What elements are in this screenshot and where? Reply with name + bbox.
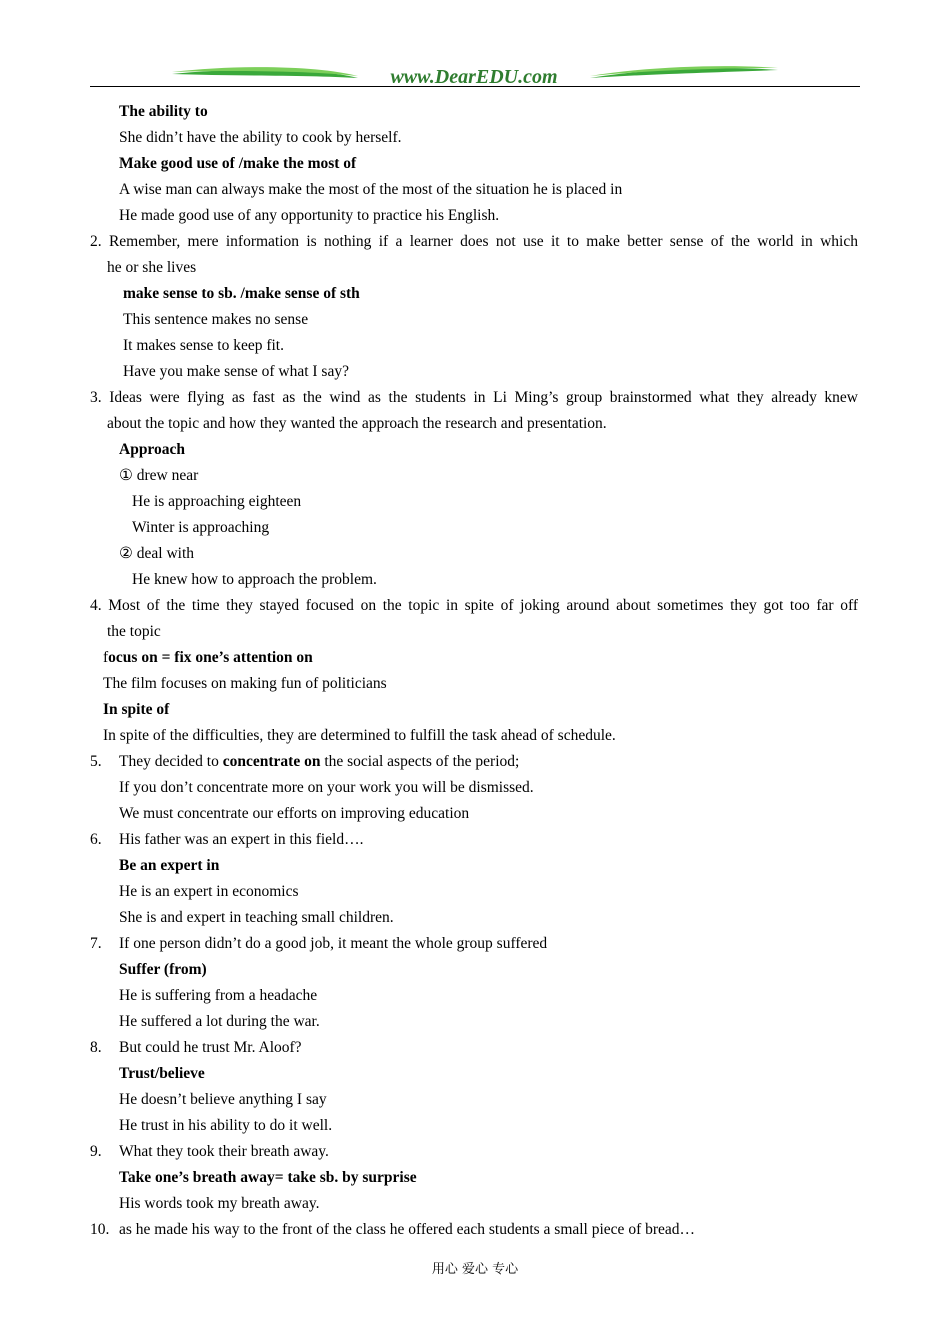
item-5-keyword: concentrate on xyxy=(222,753,321,770)
item-number: 8. xyxy=(90,1039,102,1056)
example-line: It makes sense to keep fit. xyxy=(123,337,284,354)
example-line: She is and expert in teaching small children. xyxy=(119,909,394,926)
heading-make-sense: make sense to sb. /make sense of sth xyxy=(123,285,360,302)
heading-approach: Approach xyxy=(119,441,186,458)
document-body xyxy=(0,99,950,1243)
meaning-1: ① drew near xyxy=(119,467,199,484)
example-line: He is suffering from a headache xyxy=(119,987,318,1004)
item-7-text: If one person didn’t do a good job, it meant the whole group suffered xyxy=(119,935,548,952)
page-header xyxy=(90,62,860,90)
example-line: Winter is approaching xyxy=(132,519,270,536)
example-line: This sentence makes no sense xyxy=(123,311,309,328)
example-line: He knew how to approach the problem. xyxy=(132,571,377,588)
heading-in-spite-of: In spite of xyxy=(103,701,170,718)
item-5-sentence xyxy=(0,749,950,775)
heading-focus-on-rest: ocus on = fix one’s attention on xyxy=(108,649,313,666)
page-footer: 用心 爱心 专心 xyxy=(431,1262,519,1277)
example-line: If you don’t concentrate more on your work you will be dismissed. xyxy=(119,779,534,796)
header-site-name: www.DearEDU.com xyxy=(390,66,558,88)
example-line: He doesn’t believe anything I say xyxy=(119,1091,327,1108)
item-4-sentence-cont: the topic xyxy=(107,623,161,640)
heading-trust-believe: Trust/believe xyxy=(119,1065,205,1082)
heading-ability: The ability to xyxy=(119,103,208,120)
example-line: He made good use of any opportunity to practice his English. xyxy=(119,207,500,224)
example-line: He is approaching eighteen xyxy=(132,493,302,510)
example-line: Have you make sense of what I say? xyxy=(123,363,349,380)
meaning-2: ② deal with xyxy=(119,545,195,562)
example-line: In spite of the difficulties, they are determined to fulfill the task ahead of schedule. xyxy=(103,727,616,744)
example-line: He suffered a lot during the war. xyxy=(119,1013,320,1030)
item-10-text: as he made his way to the front of the class he offered each students a small piece of bread… xyxy=(119,1221,696,1238)
item-4-sentence: 4. Most of the time they stayed focused on the topic in spite of joking around about sometimes they got too far off xyxy=(90,597,858,614)
example-line: His words took my breath away. xyxy=(119,1195,320,1212)
example-line: She didn’t have the ability to cook by herself. xyxy=(119,129,402,146)
heading-make-good-use: Make good use of /make the most of xyxy=(119,155,357,172)
example-line: A wise man can always make the most of the most of the situation he is placed in xyxy=(119,181,623,198)
item-number: 5. xyxy=(90,753,102,770)
item-9-text: What they took their breath away. xyxy=(119,1143,329,1160)
item-3-sentence-cont: about the topic and how they wanted the approach the research and presentation. xyxy=(107,415,607,432)
item-2-sentence: 2. Remember, mere information is nothing if a learner does not use it to make better sense of the world in which xyxy=(90,233,858,250)
header-logo-swoosh xyxy=(90,62,860,88)
header-rule xyxy=(90,86,860,87)
item-9-sentence xyxy=(0,1139,950,1165)
item-number: 9. xyxy=(90,1143,102,1160)
item-2-sentence-cont: he or she lives xyxy=(107,259,197,276)
example-line: He is an expert in economics xyxy=(119,883,299,900)
item-number: 7. xyxy=(90,935,102,952)
heading-take-breath-away: Take one’s breath away= take sb. by surprise xyxy=(119,1169,417,1186)
item-5-text-a: They decided to xyxy=(119,753,223,770)
example-line: He trust in his ability to do it well. xyxy=(119,1117,333,1134)
heading-focus-on xyxy=(0,645,950,671)
item-number: 6. xyxy=(90,831,102,848)
item-6-sentence xyxy=(0,827,950,853)
item-5-text-c: the social aspects of the period; xyxy=(320,753,520,770)
heading-expert-in: Be an expert in xyxy=(119,857,220,874)
item-8-text: But could he trust Mr. Aloof? xyxy=(119,1039,302,1056)
item-8-sentence xyxy=(0,1035,950,1061)
example-line: We must concentrate our efforts on improving education xyxy=(119,805,470,822)
item-10-sentence xyxy=(0,1217,950,1243)
item-3-sentence: 3. Ideas were flying as fast as the wind as the students in Li Ming’s group brainstormed what they already knew xyxy=(90,389,858,406)
heading-focus-on-first-letter: f xyxy=(103,649,109,666)
example-line: The film focuses on making fun of politicians xyxy=(103,675,387,692)
item-6-text: His father was an expert in this field…. xyxy=(119,831,364,848)
heading-suffer-from: Suffer (from) xyxy=(119,961,207,978)
item-number: 10. xyxy=(90,1221,110,1238)
item-7-sentence xyxy=(0,931,950,957)
